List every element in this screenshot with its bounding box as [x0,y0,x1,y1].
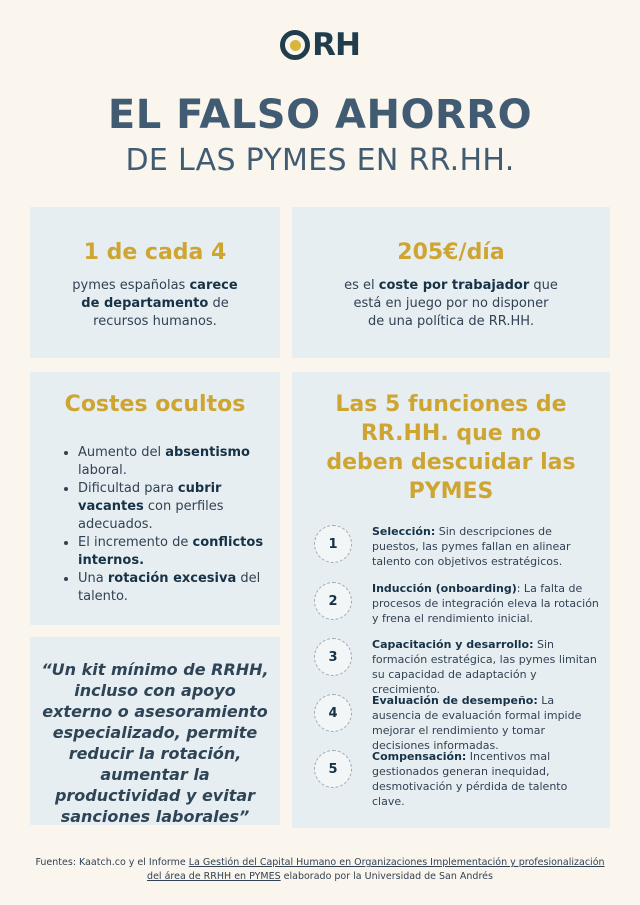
stat-description: pymes españolas carece de departamento de recursos humanos. [72,278,238,329]
sources-footer: Fuentes: Kaatch.co y el Informe La Gestión del Capital Humano en Organizaciones Implementación y profesionalización del área de RRHH en PYMES elaborado por la Universidad de San Andrés [35,857,605,882]
costes-title: Costes ocultos [64,392,246,417]
list-item: • El incremento de conflictos internos. [78,534,268,570]
list-item: • Dificultad para cubrir vacantes con perfiles adecuados. [78,480,268,534]
number-badge: 2 [314,582,352,620]
logo-o-ring [280,30,310,60]
funcion-text: Selección: Sin descripciones de puestos, las pymes fallan en alinear talento con objetivos estratégicos. [372,525,571,568]
number-badge: 3 [314,638,352,676]
costes-list [46,444,268,606]
number-badge: 5 [314,750,352,788]
funcion-text: Capacitación y desarrollo: Sin formación estratégica, las pymes limitan su capacidad de adaptación y crecimiento. [372,638,597,696]
logo-gold-dot [290,40,301,51]
funcion-text: Compensación: Incentivos mal gestionados generan inequidad, desmotivación y pérdida de talento clave. [372,750,568,808]
funciones-card [292,372,610,828]
list-item: • Una rotación excesiva del talento. [78,570,268,606]
funciones-title: Las 5 funciones de RR.HH. que no deben descuidar las PYMES [326,392,576,504]
funcion-text: Inducción (onboarding): La falta de procesos de integración eleva la rotación y frena el rendimiento inicial. [372,582,599,625]
stat-card-coste [292,207,610,358]
stat-headline: 205€/día [397,240,505,265]
list-item: • Aumento del absentismo laboral. [78,444,268,480]
funcion-text: Evaluación de desempeño: La ausencia de evaluación formal impide mejorar el rendimiento y tomar decisiones informadas. [372,694,582,752]
number-badge: 1 [314,525,352,563]
orh-logo [0,27,640,63]
stat-description: es el coste por trabajador que está en juego por no disponer de una política de RR.HH. [344,278,558,329]
report-link[interactable]: La Gestión del Capital Humano en Organizaciones Implementación y profesionalización del área de RRHH en PYMES [147,857,605,882]
costes-ocultos-card [30,372,280,625]
quote-card [30,637,280,825]
quote-text: “Un kit mínimo de RRHH, incluso con apoyo externo o asesoramiento especializado, permite reducir la rotación, aumentar la productividad y evitar sanciones laborales” [41,660,269,826]
title-line-1: EL FALSO AHORRO [107,92,533,138]
title-line-2: DE LAS PYMES EN RR.HH. [125,143,515,178]
stat-card-pymes [30,207,280,358]
number-badge: 4 [314,694,352,732]
logo-text: RH [312,27,360,63]
stat-headline: 1 de cada 4 [83,240,227,265]
